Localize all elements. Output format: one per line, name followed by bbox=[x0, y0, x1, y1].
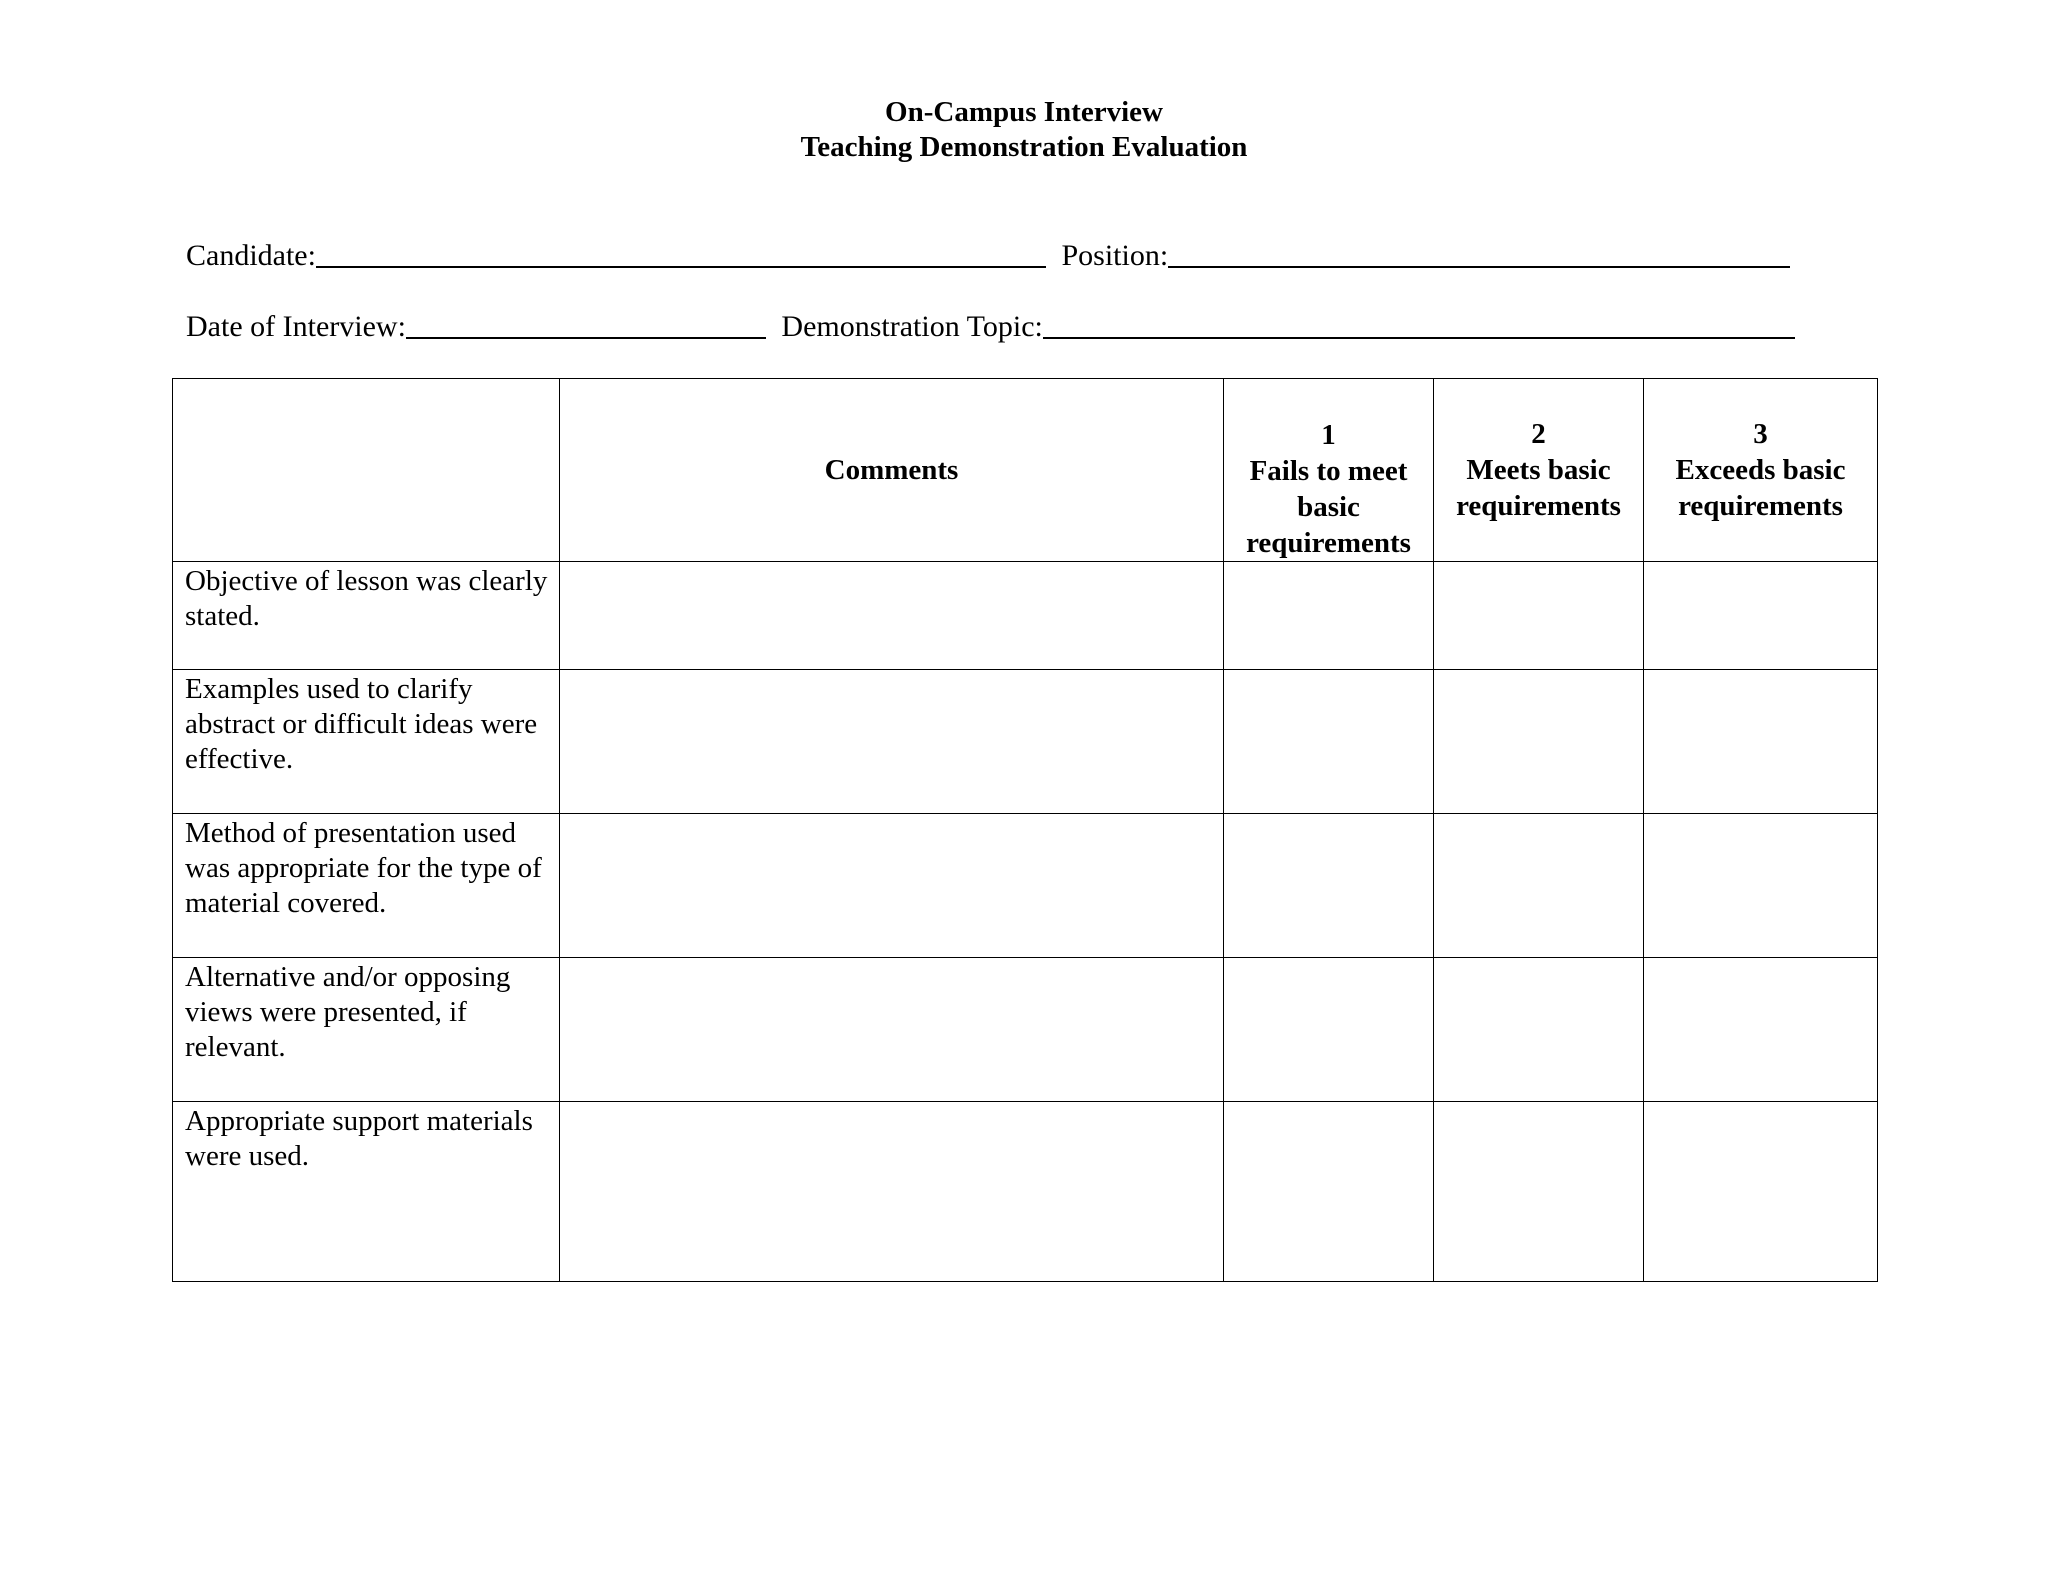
criterion-cell: Examples used to clarify abstract or difficult ideas were effective. bbox=[173, 670, 560, 814]
criterion-cell: Alternative and/or opposing views were presented, if relevant. bbox=[173, 958, 560, 1102]
form-subtitle: Teaching Demonstration Evaluation bbox=[800, 131, 1248, 163]
rating-3-cell[interactable] bbox=[1644, 670, 1878, 814]
rating-2-cell[interactable] bbox=[1434, 958, 1644, 1102]
rating-2-description: Meets basic requirements bbox=[1456, 454, 1621, 522]
date-of-interview-field[interactable] bbox=[406, 307, 766, 339]
rating-2-cell[interactable] bbox=[1434, 1102, 1644, 1282]
comments-cell[interactable] bbox=[560, 958, 1224, 1102]
rating-3-number: 3 bbox=[1753, 418, 1768, 450]
comments-cell[interactable] bbox=[560, 814, 1224, 958]
table-header-row bbox=[173, 379, 1878, 562]
criteria-header bbox=[173, 379, 560, 562]
rating-3-cell[interactable] bbox=[1644, 814, 1878, 958]
rating-2-header bbox=[1434, 379, 1644, 562]
table-row bbox=[173, 562, 1878, 670]
rating-1-cell[interactable] bbox=[1224, 958, 1434, 1102]
criterion-cell: Method of presentation used was appropriate for the type of material covered. bbox=[173, 814, 560, 958]
date-of-interview-label: Date of Interview: bbox=[186, 310, 406, 343]
rating-1-number: 1 bbox=[1321, 419, 1336, 451]
evaluation-table bbox=[172, 378, 1878, 1282]
candidate-field[interactable] bbox=[316, 236, 1046, 268]
rating-1-cell[interactable] bbox=[1224, 1102, 1434, 1282]
table-row bbox=[173, 958, 1878, 1102]
comments-cell[interactable] bbox=[560, 1102, 1224, 1282]
table-row bbox=[173, 1102, 1878, 1282]
rating-3-cell[interactable] bbox=[1644, 562, 1878, 670]
position-label: Position: bbox=[1061, 239, 1169, 272]
rating-1-cell[interactable] bbox=[1224, 670, 1434, 814]
comments-cell[interactable] bbox=[560, 670, 1224, 814]
rating-3-description: Exceeds basic requirements bbox=[1675, 454, 1846, 522]
rating-1-cell[interactable] bbox=[1224, 562, 1434, 670]
criterion-cell: Objective of lesson was clearly stated. bbox=[173, 562, 560, 670]
criterion-cell: Appropriate support materials were used. bbox=[173, 1102, 560, 1282]
comments-cell[interactable] bbox=[560, 562, 1224, 670]
comments-header: Comments bbox=[560, 379, 1224, 562]
rating-2-cell[interactable] bbox=[1434, 670, 1644, 814]
rating-3-header bbox=[1644, 379, 1878, 562]
candidate-position-row bbox=[186, 236, 1790, 274]
rating-1-header bbox=[1224, 379, 1434, 562]
rating-3-cell[interactable] bbox=[1644, 1102, 1878, 1282]
rating-2-cell[interactable] bbox=[1434, 814, 1644, 958]
rating-1-description: Fails to meet basic requirements bbox=[1246, 455, 1411, 559]
rating-2-cell[interactable] bbox=[1434, 562, 1644, 670]
demonstration-topic-label: Demonstration Topic: bbox=[781, 310, 1043, 343]
table-row bbox=[173, 670, 1878, 814]
date-topic-row bbox=[186, 307, 1795, 345]
rating-1-cell[interactable] bbox=[1224, 814, 1434, 958]
table-row bbox=[173, 814, 1878, 958]
candidate-label: Candidate: bbox=[186, 239, 316, 272]
demonstration-topic-field[interactable] bbox=[1043, 307, 1795, 339]
rating-3-cell[interactable] bbox=[1644, 958, 1878, 1102]
form-title: On-Campus Interview bbox=[885, 96, 1163, 128]
rating-2-number: 2 bbox=[1531, 418, 1546, 450]
position-field[interactable] bbox=[1168, 236, 1790, 268]
